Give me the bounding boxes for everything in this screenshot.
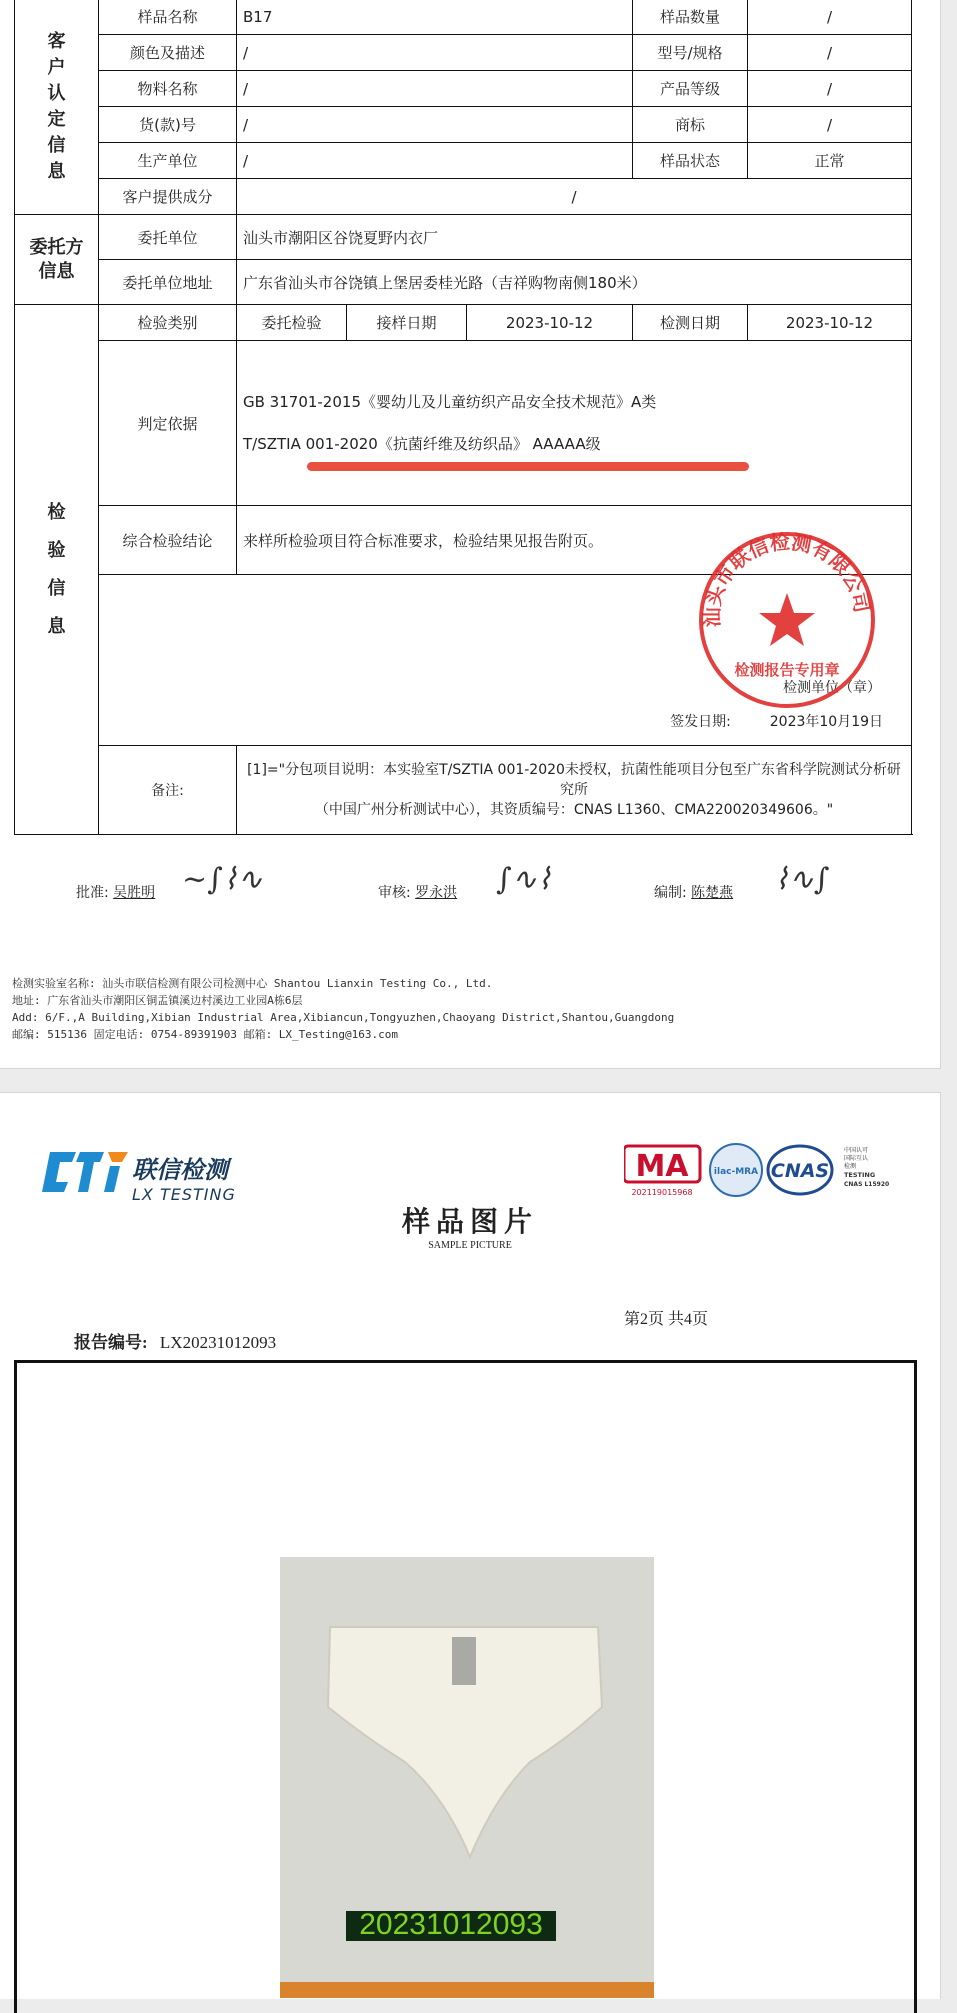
certification-logos [624,1140,904,1202]
footer-line: 邮编: 515136 固定电话: 0754-89391903 邮箱: LX_Testing@163.com [12,1028,399,1041]
issue-date [670,711,883,731]
cnas-side-text: CNAS L15920 [844,1181,890,1188]
inspection-type-label: 检验类别 [99,305,237,341]
review-signature: ∫∿⌇ [496,862,552,897]
cma-logo: MA [635,1149,689,1184]
field-label: 样品状态 [633,143,748,179]
field-value: / [748,35,912,71]
client-unit-label: 委托单位 [99,215,237,260]
signature-row [0,852,940,912]
cnas-side-text: 国际互认 [844,1155,869,1162]
cnas-logo: CNAS [770,1160,830,1182]
underwear-image [280,1557,654,1998]
issue-date-value: 2023年10月19日 [769,714,884,730]
issuer-label: 检测单位（章） [783,680,882,696]
footer-line: 检测实验室名称: 汕头市联信检测有限公司检测中心 Shantou Lianxin Testing Co., Ltd. [12,977,493,990]
client-section-label: 委托方信息 [15,215,99,305]
field-label: 商标 [633,107,748,143]
field-value: / [748,107,912,143]
customer-section-label: 客户认定信息 [15,0,99,215]
field-label: 生产单位 [99,143,237,179]
client-address-value: 广东省汕头市谷饶镇上堡居委桂光路（吉祥购物南侧180米） [237,260,912,305]
compile [654,882,733,902]
approve-label: 批准: [76,885,109,901]
field-label: 样品名称 [99,0,237,35]
compile-name: 陈楚燕 [691,885,734,901]
field-value: / [237,71,633,107]
review-label: 审核: [378,885,411,901]
conclusion-value: 来样所检验项目符合标准要求，检验结果见报告附页。 [237,506,912,575]
cnas-side-text: TESTING [844,1171,876,1179]
field-label: 型号/规格 [633,35,748,71]
approve-signature: ~∫⌇∿ [182,862,263,897]
remark-line: （中国广州分析测试中心），其资质编号：CNAS L1360、CMA220020349606。" [314,802,834,818]
client-address-label: 委托单位地址 [99,260,237,305]
issue-date-label: 签发日期: [670,714,731,730]
basis-line: T/SZTIA 001-2020《抗菌纤维及纺织品》 AAAAA级 [243,435,601,453]
footer-line: 地址: 广东省汕头市潮阳区铜盂镇溪边村溪边工业园A栋6层 [12,994,303,1007]
logo-en: LX TESTING [132,1185,236,1204]
compile-label: 编制: [654,885,687,901]
review [378,882,457,902]
page-title: 样品图片 [401,1205,538,1238]
lx-logo-icon [42,1148,130,1194]
client-unit-value: 汕头市潮阳区谷饶夏野内衣厂 [237,215,912,260]
page-subtitle: SAMPLE PICTURE [428,1240,512,1251]
field-label: 物料名称 [99,71,237,107]
ilac-logo: ilac-MRA [713,1167,759,1177]
stamp-arc-text: 汕头市联信检测有限公司 [699,529,875,628]
report-number-value: LX20231012093 [159,1333,277,1352]
composition-label: 客户提供成分 [99,179,237,215]
conclusion-label: 综合检验结论 [99,506,237,575]
stamp-sub-text: 检测报告专用章 [734,661,840,679]
remark-value [237,746,912,835]
test-date-label: 检测日期 [633,305,748,341]
page-number: 第2页 共4页 [624,1311,709,1328]
remark-label: 备注: [99,746,237,835]
field-label: 货(款)号 [99,107,237,143]
basis-label: 判定依据 [99,341,237,506]
cnas-side-text: 检测 [844,1163,857,1170]
field-label: 产品等级 [633,71,748,107]
field-label: 颜色及描述 [99,35,237,71]
logo-text [132,1150,236,1204]
footer-line: Add: 6/F.,A Building,Xibian Industrial Area,Xibiancun,Tongyuzhen,Chaoyang District,Shantou,Guangdong [12,1011,675,1024]
field-value: B17 [237,0,633,35]
highlight-underline [307,462,749,471]
field-value: / [748,71,912,107]
sample-photo [280,1557,654,1998]
report-number [74,1328,276,1353]
approve-name: 吴胜明 [113,885,156,901]
basis-value [237,341,912,506]
logo-cn: 联信检测 [132,1156,228,1184]
official-seal-stamp [694,527,880,713]
cma-number: 202119015968 [631,1188,693,1197]
field-value: 正常 [748,143,912,179]
receive-date-value: 2023-10-12 [467,305,633,341]
compile-signature: ⌇∿∫ [774,862,830,897]
field-value: / [237,143,633,179]
review-name: 罗永洪 [415,885,458,901]
test-date-value: 2023-10-12 [748,305,912,341]
approve [76,882,155,902]
remark-line: [1]="分包项目说明：本实验室T/SZTIA 001-2020未授权，抗菌性能项目分包至广东省科学院测试分析研究所 [247,762,901,798]
inspection-type-value: 委托检验 [237,305,347,341]
field-value: / [237,107,633,143]
field-label: 样品数量 [633,0,748,35]
composition-value: / [237,179,912,215]
basis-line: GB 31701-2015《婴幼儿及儿童纺织产品安全技术规范》A类 [243,393,657,411]
photo-label: 20231012093 [359,1908,543,1941]
field-value: / [237,35,633,71]
inspection-section-label: 检验信息 [15,305,99,835]
lab-footer [12,975,674,1043]
field-value: / [748,0,912,35]
report-number-label: 报告编号: [74,1333,148,1352]
receive-date-label: 接样日期 [347,305,467,341]
cnas-side-text: 中国认可 [844,1147,869,1154]
